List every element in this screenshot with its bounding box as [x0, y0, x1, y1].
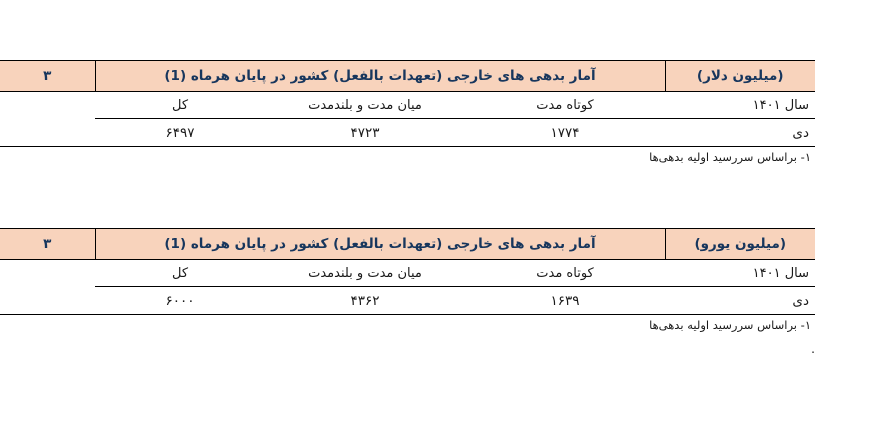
debt-table-usd: [0, 60, 815, 164]
table-row: [0, 119, 815, 146]
debt-table-eur: [0, 228, 815, 332]
table-page-number: ۳: [0, 61, 95, 92]
cell-spacer: [0, 119, 95, 146]
column-labels-row: [0, 260, 815, 287]
cell-month: دی: [792, 292, 809, 309]
column-short-term-label: کوتاه مدت: [536, 97, 594, 113]
table-bottom-rule: [0, 314, 815, 315]
table-title: آمار بدهی های خارجی (تعهدات بالفعل) کشور در پایان هرماه (1): [95, 61, 665, 92]
table-bottom-rule: [0, 146, 815, 147]
column-total-label: کل: [171, 97, 189, 113]
debt-statistics-table: [0, 229, 815, 314]
column-spacer: [0, 260, 95, 287]
table-header-row: [0, 61, 815, 92]
table-header-row: [0, 229, 815, 260]
cell-mid-long-term: ۴۳۶۲: [350, 292, 380, 309]
table-title: آمار بدهی های خارجی (تعهدات بالفعل) کشور در پایان هرماه (1): [95, 229, 665, 260]
table-footnote: ۱- براساس سررسید اولیه بدهی‌ها: [649, 150, 811, 164]
column-mid-long-term-label: میان مدت و بلندمدت: [308, 97, 422, 113]
cell-short-term: ۱۶۳۹: [550, 292, 580, 309]
cell-mid-long-term: ۴۷۲۳: [350, 124, 380, 141]
debt-statistics-table: [0, 61, 815, 146]
column-year-label: سال ۱۴۰۱: [752, 97, 809, 113]
table-unit-label: (میلیون یورو): [665, 229, 815, 260]
column-short-term-label: کوتاه مدت: [536, 265, 594, 281]
column-spacer: [0, 92, 95, 119]
cell-total: ۶۴۹۷: [165, 124, 195, 141]
column-labels-row: [0, 92, 815, 119]
cell-short-term: ۱۷۷۴: [550, 124, 580, 141]
column-total-label: کل: [171, 265, 189, 281]
cell-total: ۶۰۰۰: [165, 292, 195, 309]
table-page-number: ۳: [0, 229, 95, 260]
cell-spacer: [0, 287, 95, 314]
cell-month: دی: [792, 124, 809, 141]
column-mid-long-term-label: میان مدت و بلندمدت: [308, 265, 422, 281]
table-row: [0, 287, 815, 314]
table-footnote: ۱- براساس سررسید اولیه بدهی‌ها: [649, 318, 811, 332]
table-unit-label: (میلیون دلار): [665, 61, 815, 92]
stray-mark: .: [811, 342, 815, 356]
column-year-label: سال ۱۴۰۱: [752, 265, 809, 281]
